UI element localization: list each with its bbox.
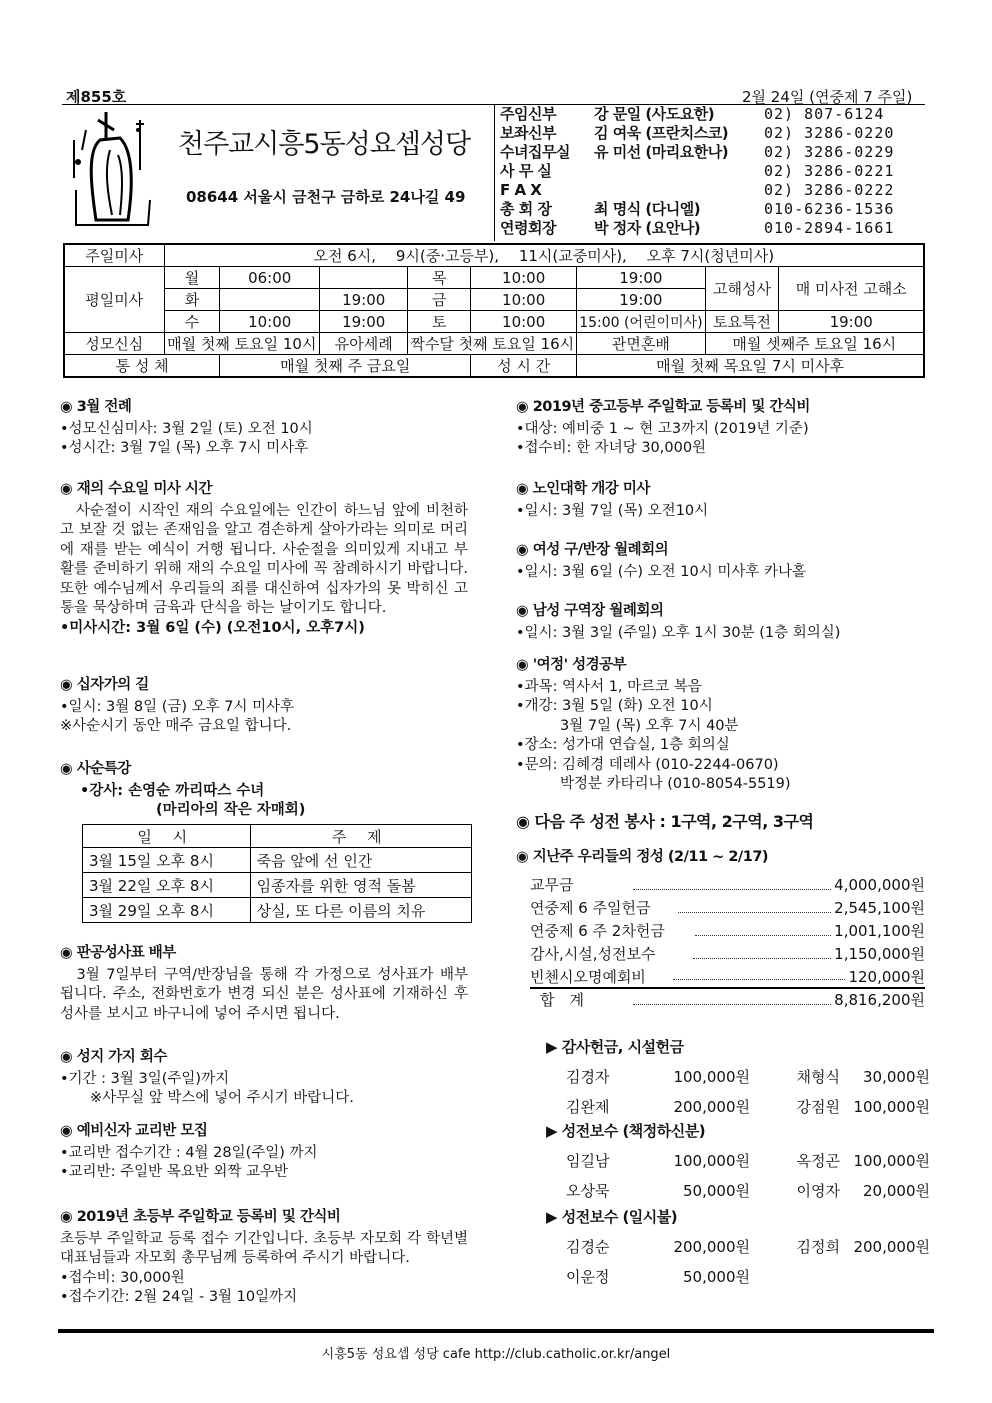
section-title: ◉ 재의 수요일 미사 시간 (60, 481, 212, 497)
text-line: •과목: 역사서 1, 마르코 복음 (516, 678, 702, 695)
donor-amount: 100,000원 (673, 1068, 750, 1086)
offering-amount: 1,001,100원 (834, 922, 925, 940)
section-building-fund (546, 1122, 705, 1144)
list-item (530, 989, 925, 1012)
text-line: •문의: 김혜경 데레사 (010-2244-0670) (516, 756, 779, 773)
sat-special-label: 토요특전 (705, 311, 779, 333)
donor-name: 채형식 (796, 1068, 840, 1086)
donor-name: 김경자 (566, 1068, 610, 1086)
text-line: •일시: 3월 8일 (금) 오후 7시 미사후 (60, 698, 295, 715)
staff-tel: 010-2894-1661 (764, 219, 895, 237)
text-line: •기간 : 3월 3일(주일)까지 (60, 1070, 230, 1087)
offering-total: 8,816,200원 (834, 991, 925, 1009)
section-title: ◉ 여성 구/반장 월례회의 (516, 542, 669, 558)
wedding-value: 매월 셋째주 토요일 16시 (705, 333, 924, 355)
offering-name: 연중제 6 주일헌금 (530, 899, 651, 917)
text-line: 3월 7일 (목) 오후 7시 40분 (560, 717, 739, 734)
section-palm-return (60, 1048, 354, 1109)
lecture-table (82, 824, 472, 923)
section-men-meeting (516, 602, 840, 643)
donor-list (566, 1062, 930, 1122)
day-label: 월 (164, 267, 220, 289)
sat-special-value: 19:00 (779, 311, 924, 333)
section-catechumen (60, 1122, 318, 1183)
parish-name: 천주교시흥5동성요셉성당 (178, 129, 471, 160)
section-elementary-school (60, 1208, 468, 1308)
list-item (566, 1146, 930, 1176)
footer-cafe-link[interactable]: 시흥5동 성요셉 성당 cafe http://club.catholic.or.kr/angel (321, 1347, 671, 1362)
mass-time (320, 267, 408, 289)
donor-list (566, 1146, 930, 1206)
text-line: •접수비: 한 자녀당 30,000원 (516, 440, 707, 456)
donor-amount: 30,000원 (863, 1068, 930, 1086)
offerings-list (530, 874, 925, 1012)
staff-list (500, 105, 926, 238)
donor-name: 옥정곤 (796, 1152, 840, 1170)
offering-name: 연중제 6 주 2차헌금 (530, 922, 665, 940)
donor-amount: 100,000원 (853, 1098, 930, 1116)
divider (494, 104, 495, 241)
section-march-liturgy (60, 398, 313, 459)
marian-label: 성모신심 (64, 333, 164, 355)
text-line: •미사시간: 3월 6일 (수) (오전10시, 오후7시) (60, 619, 365, 636)
mass-time: 19:00 (320, 311, 408, 333)
lecture-topic: 임종자를 위한 영적 돌봄 (250, 873, 471, 898)
offering-amount: 2,545,100원 (834, 899, 925, 917)
section-ash-wednesday (60, 480, 468, 638)
paragraph: 초등부 주일학교 등록 접수 기간입니다. 초등부 자모회 각 학년별 대표님들과 자모회 총무님께 등록하여 주시기 바랍니다. (60, 1230, 468, 1266)
text-line: •일시: 3월 7일 (목) 오전10시 (516, 502, 709, 519)
donor-name: 이영자 (796, 1182, 840, 1200)
lecture-topic: 상실, 또 다른 이름의 치유 (250, 898, 471, 923)
list-item (566, 1176, 930, 1206)
section-title: ▶ 성전보수 (책정하신분) (546, 1122, 706, 1140)
donor-amount: 100,000원 (673, 1152, 750, 1170)
section-lent-lecture (60, 760, 305, 821)
staff-name (594, 181, 764, 200)
text-line: •일시: 3월 6일 (수) 오전 10시 미사후 카나홀 (516, 563, 807, 580)
confession-value: 매 미사전 고해소 (779, 267, 924, 311)
text-line: •강사: 손영순 까리따스 수녀 (80, 782, 265, 799)
donor-name: 김정희 (796, 1238, 840, 1256)
day-label: 토 (408, 311, 471, 333)
issue-number: 제855호 (66, 88, 127, 106)
section-title: ◉ 노인대학 개강 미사 (516, 481, 650, 497)
section-bible-study (516, 656, 791, 795)
weekday-mass-label: 평일미사 (64, 267, 164, 333)
parish-address: 08644 서울시 금천구 금하로 24나길 49 (186, 188, 466, 206)
section-next-service (516, 812, 813, 834)
paragraph: 사순절이 시작인 재의 수요일에는 인간이 하느님 앞에 비천하고 보잘 것 없는 존재임을 알고 겸손하게 살아가라는 의미로 머리에 재를 받는 예식이 거행 됩니다. 사순절을 의미있게 지내고 부활를 준비하기 위해 재의 수요일 미사에 꼭 참례하시기 바랍니다. 또한 예수님께서 우리들의 죄를 대신하여 십자가의 못 박히신 고통을 묵상하며 금육과 단식을 하는 날이기도 합니다. (60, 502, 468, 616)
list-item (530, 874, 925, 897)
section-title: ◉ 2019년 초등부 주일학교 등록비 및 간식비 (60, 1209, 341, 1225)
list-item (530, 943, 925, 966)
donor-amount: 100,000원 (853, 1152, 930, 1170)
saint-joseph-logo-icon (68, 110, 160, 230)
mass-time: 10:00 (471, 289, 577, 311)
text-line: •개강: 3월 5일 (화) 오전 10시 (516, 698, 713, 714)
staff-name: 유 미선 (마리요한나) (594, 143, 729, 161)
staff-tel: 02) 3286-0220 (764, 124, 895, 142)
lecture-date: 3월 29일 오후 8시 (83, 898, 251, 923)
mass-time: 10:00 (471, 311, 577, 333)
mass-time (220, 289, 320, 311)
mass-time: 10:00 (471, 267, 577, 289)
divider (58, 1329, 934, 1333)
staff-tel: 02) 3286-0222 (764, 181, 895, 199)
section-title: ▶ 성전보수 (일시불) (546, 1208, 678, 1226)
text-line: •장소: 성가대 연습실, 1층 회의실 (516, 737, 730, 753)
staff-role: 보좌신부 (500, 124, 556, 142)
lecture-date: 3월 22일 오후 8시 (83, 873, 251, 898)
donor-amount (840, 1262, 930, 1292)
section-title: ◉ 십자가의 길 (60, 677, 149, 693)
staff-name: 최 명식 (다니엘) (594, 200, 701, 218)
staff-row (500, 124, 926, 143)
text-line: 박정분 카타리나 (010-8054-5519) (560, 776, 791, 792)
donor-name: 이운정 (566, 1268, 610, 1286)
sacred-heart-value: 매월 첫째 주 금요일 (220, 355, 471, 378)
mass-time: 10:00 (220, 311, 320, 333)
wedding-label: 관면혼배 (577, 333, 705, 355)
staff-row (500, 143, 926, 162)
staff-role: 주임신부 (500, 105, 556, 123)
list-item (530, 897, 925, 920)
table-row (83, 873, 472, 898)
donor-amount: 200,000원 (853, 1238, 930, 1256)
section-title: ◉ 성지 가지 회수 (60, 1049, 167, 1065)
staff-row (500, 200, 926, 219)
section-thanks-offering (546, 1038, 684, 1060)
mass-schedule-table (63, 243, 925, 378)
lecture-topic: 죽음 앞에 선 인간 (250, 848, 471, 873)
section-title: ◉ '여정' 성경공부 (516, 657, 627, 673)
infant-baptism-value: 짝수달 첫째 토요일 16시 (408, 333, 577, 355)
section-title: ◉ 2019년 중고등부 주일학교 등록비 및 간식비 (516, 399, 810, 415)
day-label: 목 (408, 267, 471, 289)
list-item (566, 1062, 930, 1092)
mass-time: 19:00 (577, 267, 705, 289)
day-label: 화 (164, 289, 220, 311)
staff-role: 사 무 실 (500, 162, 552, 180)
sunday-mass-label: 주일미사 (64, 244, 164, 267)
staff-role: F A X (500, 181, 542, 199)
lecture-date: 3월 15일 오후 8시 (83, 848, 251, 873)
text-line: •교리반 접수기간 : 4월 28일(주일) 까지 (60, 1144, 318, 1161)
holy-hour-label: 성 시 간 (471, 355, 577, 378)
staff-row (500, 162, 926, 181)
day-label: 금 (408, 289, 471, 311)
staff-tel: 02) 3286-0229 (764, 143, 895, 161)
infant-baptism-label: 유아세례 (320, 333, 408, 355)
section-stations-of-cross (60, 676, 294, 737)
donor-amount: 50,000원 (683, 1182, 750, 1200)
section-title: ◉ 남성 구역장 월례회의 (516, 603, 664, 619)
section-women-meeting (516, 541, 806, 582)
offering-name: 빈첸시오명예회비 (530, 968, 646, 986)
mass-time: 19:00 (320, 289, 408, 311)
donor-name: 임길남 (566, 1152, 610, 1170)
list-item (530, 920, 925, 943)
staff-row (500, 181, 926, 200)
paragraph: 3월 7일부터 구역/반장님을 통해 각 가정으로 성사표가 배부 됩니다. 주소, 전화번호가 변경 되신 분은 성사표에 기재하신 후 성사를 보시고 바구니에 넣어 주시면 됩니다. (60, 966, 468, 1022)
staff-tel: 02) 3286-0221 (764, 162, 895, 180)
table-row (83, 898, 472, 923)
staff-tel: 02) 807-6124 (764, 105, 885, 123)
text-line: •대상: 예비중 1 ~ 현 고3까지 (2019년 기준) (516, 420, 809, 437)
donor-amount: 200,000원 (673, 1098, 750, 1116)
offering-total-label: 합 계 (540, 991, 584, 1009)
donor-name: 김완제 (566, 1098, 610, 1116)
text-line: •일시: 3월 3일 (주일) 오후 1시 30분 (1층 회의실) (516, 624, 841, 641)
staff-tel: 010-6236-1536 (764, 200, 895, 218)
text-line: •성모신심미사: 3월 2일 (토) 오전 10시 (60, 420, 313, 437)
section-title: ▶ 감사헌금, 시설헌금 (546, 1038, 684, 1056)
staff-name: 박 정자 (요안나) (594, 219, 701, 237)
text-line: •성시간: 3월 7일 (목) 오후 7시 미사후 (60, 440, 309, 456)
donor-amount: 20,000원 (863, 1182, 930, 1200)
text-line: •접수비: 30,000원 (60, 1269, 185, 1286)
holy-hour-value: 매월 첫째 목요일 7시 미사후 (577, 355, 924, 378)
section-senior-college (516, 480, 708, 521)
staff-role: 연령회장 (500, 219, 556, 237)
offering-amount: 4,000,000원 (834, 876, 925, 894)
text-line: ※사무실 앞 박스에 넣어 주시기 바랍니다. (90, 1090, 354, 1106)
list-item (566, 1232, 930, 1262)
lecture-header: 일 시 (83, 825, 251, 848)
text-line: •접수기간: 2월 24일 - 3월 10일까지 (60, 1289, 298, 1305)
section-title: ◉ 예비신자 교리반 모집 (60, 1123, 208, 1139)
list-item (530, 966, 925, 989)
lecture-header: 주 제 (250, 825, 471, 848)
sacred-heart-label: 통 성 체 (64, 355, 220, 378)
section-title: ◉ 3월 전례 (60, 399, 132, 415)
offering-name: 교무금 (530, 876, 574, 894)
section-offerings (516, 848, 768, 870)
day-label: 수 (164, 311, 220, 333)
staff-name: 강 문일 (사도요한) (594, 105, 715, 123)
staff-row (500, 105, 926, 124)
sunday-mass-times: 오전 6시, 9시(중·고등부), 11시(교중미사), 오후 7시(청년미사) (164, 244, 924, 267)
donor-amount: 200,000원 (673, 1238, 750, 1256)
confession-label: 고해성사 (705, 267, 779, 311)
section-title: ◉ 지난주 우리들의 정성 (2/11 ~ 2/17) (516, 849, 769, 865)
list-item (566, 1262, 930, 1292)
mass-time: 15:00 (어린이미사) (577, 311, 705, 333)
staff-role: 총 회 장 (500, 200, 552, 218)
section-confession-card (60, 944, 468, 1024)
text-line: ※사순시기 동안 매주 금요일 합니다. (60, 718, 292, 734)
mass-time: 06:00 (220, 267, 320, 289)
donor-amount: 50,000원 (683, 1268, 750, 1286)
section-title: ◉ 판공성사표 배부 (60, 945, 176, 961)
section-title: ◉ 다음 주 성전 봉사 : 1구역, 2구역, 3구역 (516, 812, 814, 831)
staff-row (500, 219, 926, 238)
text-line: •교리반: 주일반 목요반 외짝 교우반 (60, 1164, 288, 1180)
staff-role: 수녀집무실 (500, 143, 570, 161)
donor-name: 오상묵 (566, 1182, 610, 1200)
section-building-fund-lump (546, 1208, 677, 1230)
section-middle-high-school (516, 398, 810, 459)
staff-name (594, 162, 764, 181)
mass-time: 19:00 (577, 289, 705, 311)
issue-date: 2월 24일 (연중제 7 주일) (742, 88, 913, 106)
offering-amount: 120,000원 (848, 968, 925, 986)
donor-name: 강점원 (796, 1098, 840, 1116)
table-row (83, 848, 472, 873)
donor-list (566, 1232, 930, 1292)
donor-name: 김경순 (566, 1238, 610, 1256)
donor-name (750, 1262, 840, 1292)
marian-value: 매월 첫째 토요일 10시 (164, 333, 320, 355)
section-title: ◉ 사순특강 (60, 761, 131, 777)
offering-name: 감사,시설,성전보수 (530, 945, 656, 963)
offering-amount: 1,150,000원 (834, 945, 925, 963)
list-item (566, 1092, 930, 1122)
staff-name: 김 여욱 (프란치스코) (594, 124, 729, 142)
text-line: (마리아의 작은 자매회) (156, 802, 306, 818)
